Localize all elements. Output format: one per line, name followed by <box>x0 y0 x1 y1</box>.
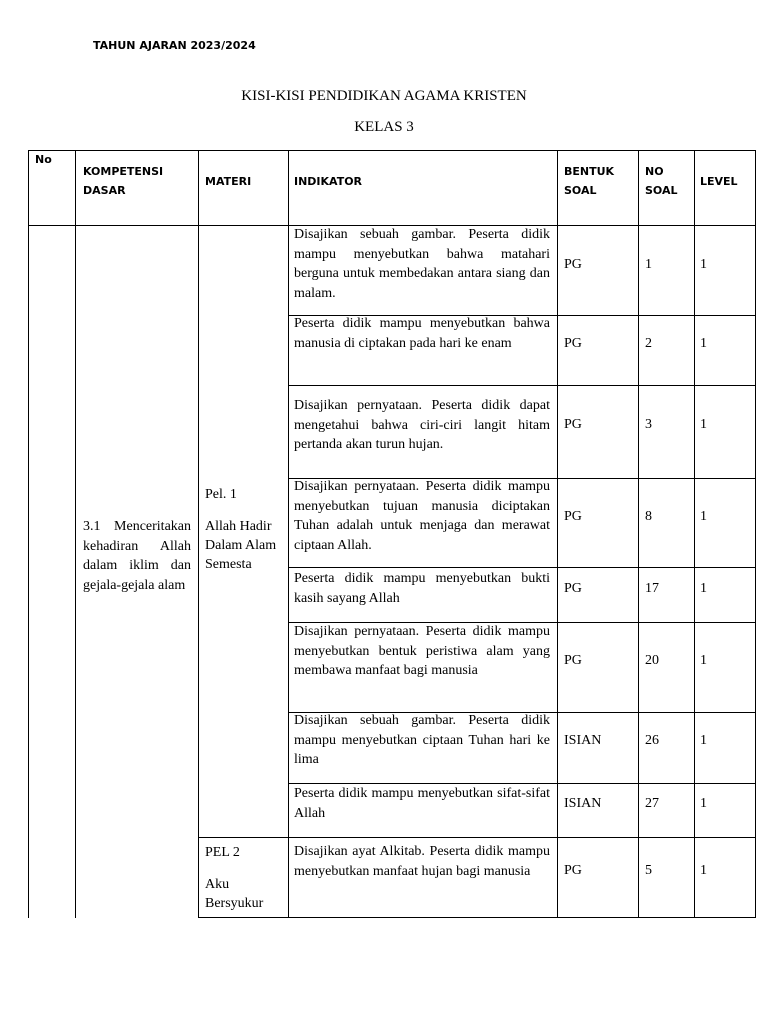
bentuk-soal-cell: PG <box>564 257 582 272</box>
header-nosoal-1: NO <box>645 165 664 178</box>
bentuk-soal-cell: ISIAN <box>564 796 602 811</box>
class-label: KELAS 3 <box>354 119 414 135</box>
no-soal-cell: 20 <box>645 653 659 668</box>
materi-1-title: Allah Hadir Dalam Alam Semesta <box>205 519 277 572</box>
header-indikator: INDIKATOR <box>294 175 363 188</box>
column-border <box>28 150 29 918</box>
level-cell: 1 <box>700 863 707 878</box>
bentuk-soal-cell: PG <box>564 336 582 351</box>
header-bentuk-2: SOAL <box>564 184 597 197</box>
row-border <box>288 385 756 386</box>
no-soal-cell: 1 <box>645 257 652 272</box>
materi-2-title: Aku Bersyukur <box>205 877 264 911</box>
indikator-cell: Peserta didik mampu menyebutkan bukti kasih sayang Allah <box>294 571 550 606</box>
column-border <box>638 150 639 918</box>
column-border <box>75 150 76 918</box>
level-cell: 1 <box>700 581 707 596</box>
table-bottom-border <box>198 917 756 918</box>
indikator-cell: Peserta didik mampu menyebutkan sifat-sifat Allah <box>294 786 550 821</box>
header-no: No <box>35 153 52 166</box>
no-soal-cell: 26 <box>645 733 659 748</box>
indikator-cell: Disajikan sebuah gambar. Peserta didik mampu menyebutkan ciptaan Tuhan hari ke lima <box>294 713 550 767</box>
row-border <box>288 567 756 568</box>
level-cell: 1 <box>700 653 707 668</box>
indikator-cell: Disajikan pernyataan. Peserta didik mampu menyebutkan tujuan manusia diciptakan Tuhan adalah untuk menjaga dan merawat ciptaan Allah. <box>294 479 550 553</box>
no-soal-cell: 8 <box>645 509 652 524</box>
header-level: LEVEL <box>700 175 738 188</box>
column-border <box>557 150 558 918</box>
indikator-cell: Disajikan ayat Alkitab. Peserta didik mampu menyebutkan manfaat hujan bagi manusia <box>294 844 550 879</box>
no-soal-cell: 5 <box>645 863 652 878</box>
header-bentuk-1: BENTUK <box>564 165 615 178</box>
level-cell: 1 <box>700 733 707 748</box>
level-cell: 1 <box>700 796 707 811</box>
materi-1-label: Pel. 1 <box>205 487 237 502</box>
column-border <box>694 150 695 918</box>
level-cell: 1 <box>700 336 707 351</box>
no-soal-cell: 3 <box>645 417 652 432</box>
header-nosoal-2: SOAL <box>645 184 678 197</box>
indikator-cell: Disajikan sebuah gambar. Peserta didik mampu menyebutkan bahwa matahari berguna untuk membedakan antara siang dan malam. <box>294 227 550 301</box>
header-kd-2: DASAR <box>83 184 126 197</box>
materi-2-label: PEL 2 <box>205 845 240 860</box>
kompetensi-dasar-cell: 3.1 Menceritakan kehadiran Allah dalam iklim dan gejala-gejala alam <box>83 519 191 593</box>
bentuk-soal-cell: PG <box>564 653 582 668</box>
school-year: TAHUN AJARAN 2023/2024 <box>93 39 256 52</box>
materi-border <box>198 837 756 838</box>
indikator-cell: Peserta didik mampu menyebutkan bahwa manusia di ciptakan pada hari ke enam <box>294 316 550 351</box>
table-top-border <box>28 150 756 151</box>
no-soal-cell: 27 <box>645 796 659 811</box>
header-kd-1: KOMPETENSI <box>83 165 164 178</box>
column-border <box>288 150 289 918</box>
no-soal-cell: 17 <box>645 581 659 596</box>
indikator-cell: Disajikan pernyataan. Peserta didik mampu menyebutkan bentuk peristiwa alam yang membawa manfaat bagi manusia <box>294 624 550 678</box>
level-cell: 1 <box>700 257 707 272</box>
column-border <box>198 150 199 918</box>
header-materi: MATERI <box>205 175 252 188</box>
bentuk-soal-cell: ISIAN <box>564 733 602 748</box>
level-cell: 1 <box>700 509 707 524</box>
bentuk-soal-cell: PG <box>564 863 582 878</box>
bentuk-soal-cell: PG <box>564 417 582 432</box>
indikator-cell: Disajikan pernyataan. Peserta didik dapat mengetahui bahwa ciri-ciri langit hitam pertanda akan turun hujan. <box>294 398 550 452</box>
bentuk-soal-cell: PG <box>564 509 582 524</box>
document-title: KISI-KISI PENDIDIKAN AGAMA KRISTEN <box>241 88 527 104</box>
column-border <box>755 150 756 918</box>
no-soal-cell: 2 <box>645 336 652 351</box>
level-cell: 1 <box>700 417 707 432</box>
bentuk-soal-cell: PG <box>564 581 582 596</box>
